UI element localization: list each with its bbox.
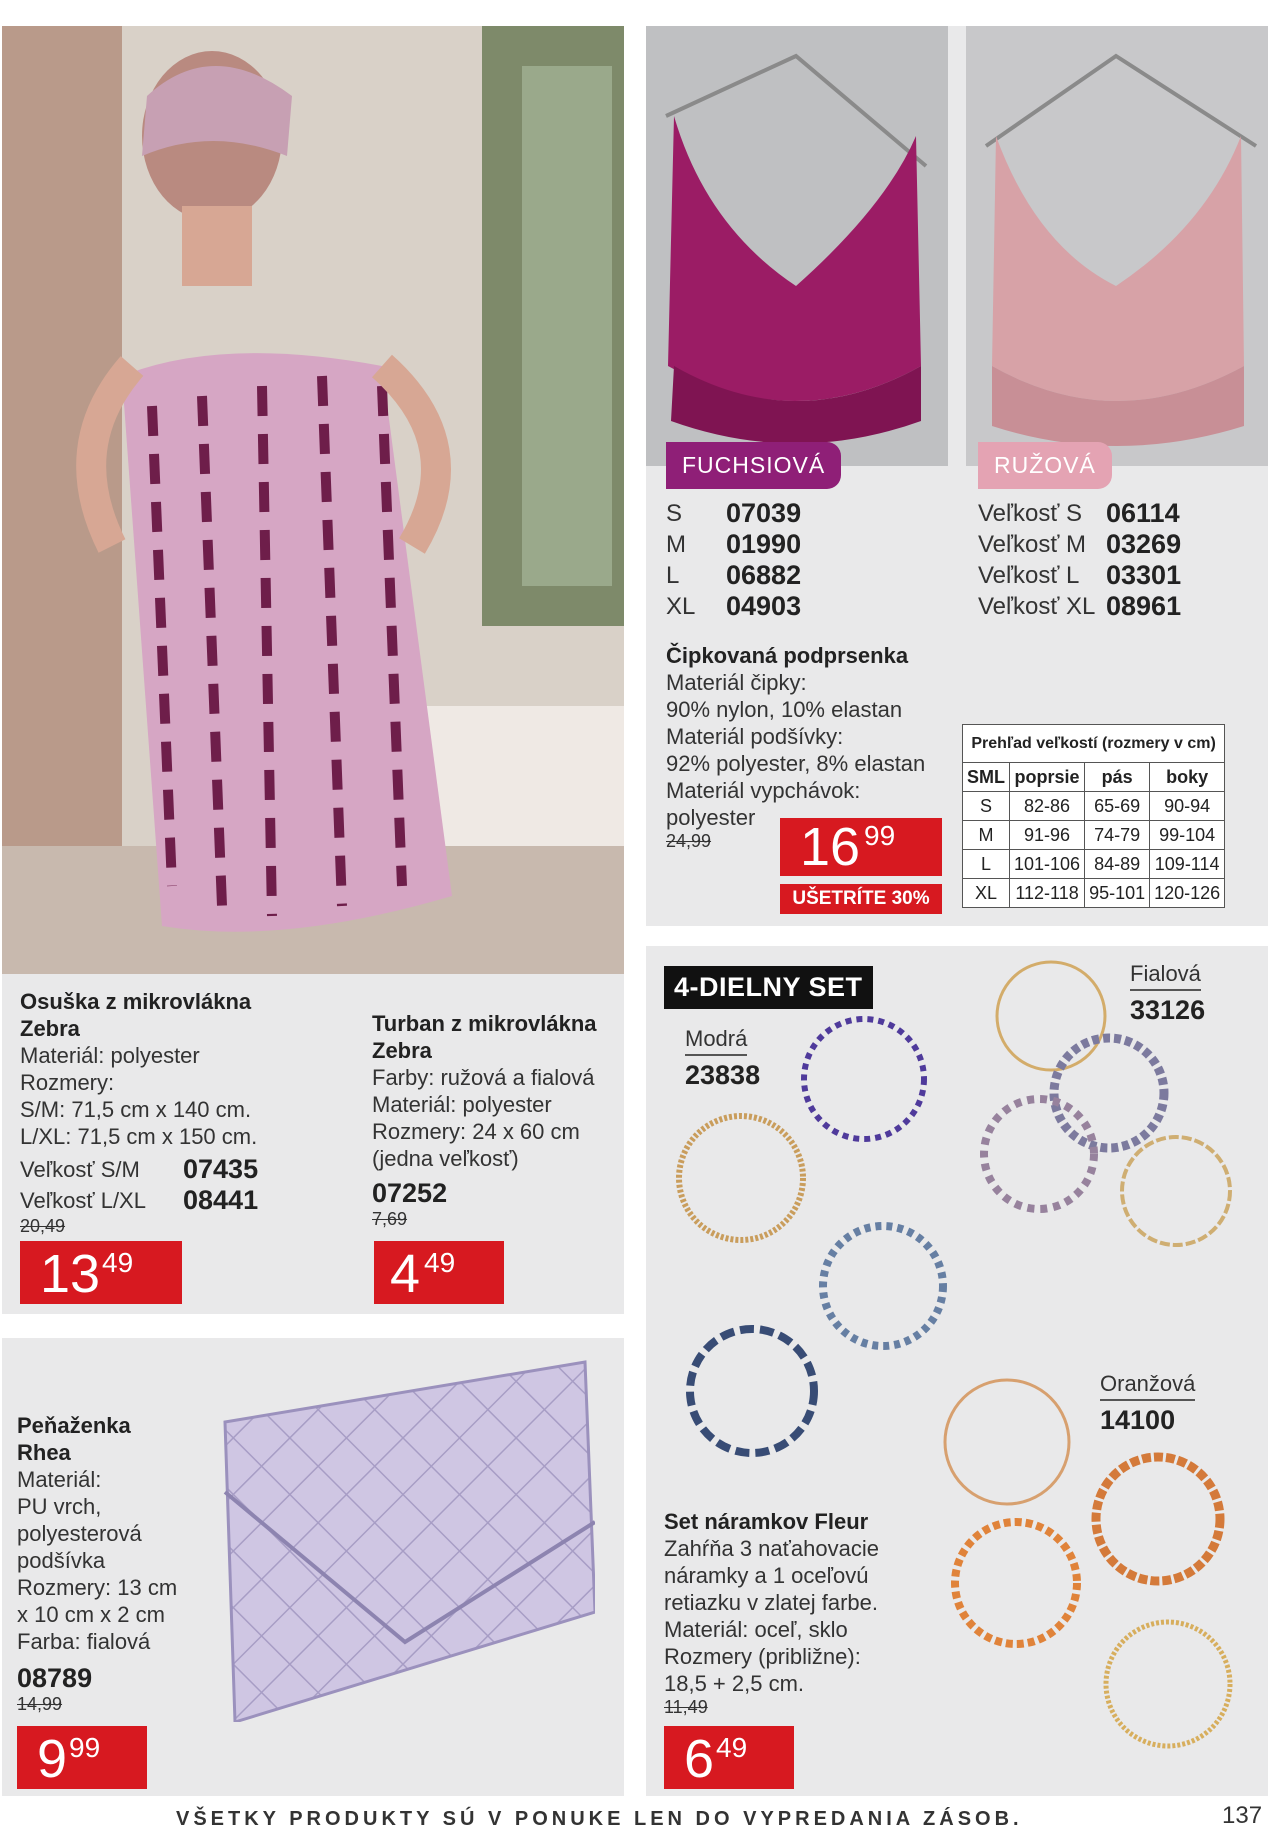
towel-info bbox=[20, 988, 300, 1237]
size-chart-cell: 84-89 bbox=[1085, 850, 1150, 879]
bracelets-price-main: 6 bbox=[684, 1729, 715, 1789]
set-badge: 4-DIELNY SET bbox=[664, 966, 873, 1009]
size-chart bbox=[962, 724, 1225, 908]
towel-size-code: 07435 bbox=[183, 1154, 259, 1184]
size-chart-row bbox=[963, 850, 1225, 879]
bra-size-code: 01990 bbox=[726, 529, 802, 559]
turban-size-note: (jedna veľkosť) bbox=[372, 1146, 519, 1171]
variant-name: Oranžová bbox=[1100, 1370, 1195, 1401]
bra-size-code: 03301 bbox=[1106, 560, 1182, 590]
bra-savings-badge: UŠETRÍTE 30% bbox=[780, 884, 942, 914]
wallet-price-main: 9 bbox=[37, 1729, 68, 1789]
wallet-price-tag bbox=[17, 1726, 147, 1789]
bra-size-label: Veľkosť L bbox=[978, 562, 1080, 589]
size-chart-header: SML bbox=[963, 763, 1010, 792]
bra-price-tag bbox=[780, 818, 942, 876]
size-chart-cell: L bbox=[963, 850, 1010, 879]
bra-detail: Materiál čipky: bbox=[666, 670, 807, 695]
towel-dims-lxl: L/XL: 71,5 cm x 150 cm. bbox=[20, 1124, 258, 1149]
towel-size-label: Veľkosť S/M bbox=[20, 1157, 140, 1182]
wallet-title-2: Rhea bbox=[17, 1440, 71, 1465]
bra-old-price: 24,99 bbox=[666, 831, 712, 851]
bra-detail: 90% nylon, 10% elastan bbox=[666, 697, 903, 722]
wallet-detail: podšívka bbox=[17, 1548, 106, 1573]
bra-fuchsia-sizes bbox=[666, 498, 801, 622]
size-chart-cell: 90-94 bbox=[1150, 792, 1225, 821]
size-chart-row bbox=[963, 879, 1225, 908]
bra-size-label: Veľkosť XL bbox=[978, 593, 1096, 620]
size-chart-row bbox=[963, 792, 1225, 821]
wallet-detail: Materiál: bbox=[17, 1467, 102, 1492]
turban-price-main: 4 bbox=[390, 1244, 421, 1304]
color-chip-pink: RUŽOVÁ bbox=[978, 442, 1112, 489]
bracelets-info bbox=[664, 1508, 944, 1718]
size-chart-header: boky bbox=[1150, 763, 1225, 792]
bra-price-main: 16 bbox=[800, 817, 861, 877]
turban-colors: Farby: ružová a fialová bbox=[372, 1065, 595, 1090]
wallet-detail: Rozmery: 13 cm bbox=[17, 1575, 178, 1600]
bracelets-detail: náramky a 1 oceľovú bbox=[664, 1563, 869, 1588]
variant-orange bbox=[1100, 1370, 1250, 1436]
towel-price-cents: 49 bbox=[102, 1247, 134, 1278]
turban-title: Turban z mikrovlákna Zebra bbox=[372, 1011, 597, 1063]
bracelets-detail: Zahŕňa 3 naťahovacie bbox=[664, 1536, 879, 1561]
variant-code: 33126 bbox=[1130, 995, 1206, 1025]
size-chart-cell: 109-114 bbox=[1150, 850, 1225, 879]
towel-material: Materiál: polyester bbox=[20, 1043, 200, 1068]
turban-dims: Rozmery: 24 x 60 cm bbox=[372, 1119, 580, 1144]
bra-detail: 92% polyester, 8% elastan bbox=[666, 751, 926, 776]
towel-size-label: Veľkosť L/XL bbox=[20, 1188, 146, 1213]
size-chart-header: pás bbox=[1085, 763, 1150, 792]
wallet-old-price: 14,99 bbox=[17, 1694, 63, 1714]
bra-size-label: Veľkosť M bbox=[978, 531, 1087, 558]
bracelets-title: Set náramkov Fleur bbox=[664, 1509, 869, 1534]
wallet-code: 08789 bbox=[17, 1663, 93, 1693]
turban-price-cents: 49 bbox=[424, 1247, 456, 1278]
size-chart-cell: 99-104 bbox=[1150, 821, 1225, 850]
size-chart-caption: Prehľad veľkostí (rozmery v cm) bbox=[963, 725, 1225, 763]
size-chart-cell: 120-126 bbox=[1150, 879, 1225, 908]
wallet-detail: polyesterová bbox=[17, 1521, 142, 1546]
towel-dims-label: Rozmery: bbox=[20, 1070, 115, 1095]
size-chart-cell: 112-118 bbox=[1010, 879, 1085, 908]
variant-name: Modrá bbox=[685, 1025, 747, 1056]
bra-size-label: XL bbox=[666, 593, 696, 620]
page-number: 137 bbox=[1222, 1802, 1263, 1829]
color-chip-fuchsia: FUCHSIOVÁ bbox=[666, 442, 841, 489]
bra-size-code: 06882 bbox=[726, 560, 802, 590]
size-chart-cell: 91-96 bbox=[1010, 821, 1085, 850]
wallet-detail: PU vrch, bbox=[17, 1494, 102, 1519]
variant-blue bbox=[685, 1025, 795, 1091]
towel-title: Osuška z mikrovlákna Zebra bbox=[20, 989, 252, 1041]
wallet-photo bbox=[205, 1352, 595, 1722]
size-chart-cell: 95-101 bbox=[1085, 879, 1150, 908]
wallet-detail: Farba: fialová bbox=[17, 1629, 151, 1654]
turban-info bbox=[372, 1010, 622, 1230]
wallet-detail: x 10 cm x 2 cm bbox=[17, 1602, 165, 1627]
turban-code: 07252 bbox=[372, 1178, 448, 1208]
bracelets-detail: 18,5 + 2,5 cm. bbox=[664, 1671, 805, 1696]
bra-size-label: L bbox=[666, 562, 680, 589]
bra-fuchsia-photo bbox=[646, 26, 948, 466]
variant-purple bbox=[1130, 960, 1240, 1026]
turban-price-tag bbox=[374, 1241, 504, 1304]
size-chart-cell: 74-79 bbox=[1085, 821, 1150, 850]
size-chart-cell: 101-106 bbox=[1010, 850, 1085, 879]
bracelets-detail: Materiál: oceľ, sklo bbox=[664, 1617, 848, 1642]
size-chart-cell: 82-86 bbox=[1010, 792, 1085, 821]
bracelets-old-price: 11,49 bbox=[664, 1697, 708, 1717]
bra-price-cents: 99 bbox=[864, 820, 896, 851]
bra-title: Čipkovaná podprsenka bbox=[666, 643, 909, 668]
bra-size-code: 08961 bbox=[1106, 591, 1182, 621]
wallet-title: Peňaženka bbox=[17, 1413, 131, 1438]
towel-price-tag bbox=[20, 1241, 182, 1304]
size-chart-cell: 65-69 bbox=[1085, 792, 1150, 821]
bra-pink-photo bbox=[966, 26, 1268, 466]
bra-size-label: S bbox=[666, 500, 683, 527]
bra-size-code: 07039 bbox=[726, 498, 802, 528]
bracelets-detail: Rozmery (približne): bbox=[664, 1644, 861, 1669]
size-chart-cell: M bbox=[963, 821, 1010, 850]
turban-material: Materiál: polyester bbox=[372, 1092, 552, 1117]
towel-dims-sm: S/M: 71,5 cm x 140 cm. bbox=[20, 1097, 252, 1122]
towel-size-code: 08441 bbox=[183, 1185, 259, 1215]
towel-price-main: 13 bbox=[40, 1244, 101, 1304]
bra-size-label: M bbox=[666, 531, 686, 558]
bracelets-price-tag bbox=[664, 1726, 794, 1789]
size-chart-header: poprsie bbox=[1010, 763, 1085, 792]
wallet-price-cents: 99 bbox=[69, 1732, 101, 1763]
bra-size-label: Veľkosť S bbox=[978, 500, 1083, 527]
bra-size-code: 04903 bbox=[726, 591, 802, 621]
variant-code: 23838 bbox=[685, 1060, 761, 1090]
turban-old-price: 7,69 bbox=[372, 1209, 408, 1229]
bracelets-price-cents: 49 bbox=[716, 1732, 748, 1763]
size-chart-cell: XL bbox=[963, 879, 1010, 908]
bra-size-code: 06114 bbox=[1106, 498, 1180, 528]
size-chart-row bbox=[963, 821, 1225, 850]
bra-detail: Materiál podšívky: bbox=[666, 724, 844, 749]
towel-photo bbox=[2, 26, 624, 974]
wallet-info bbox=[17, 1412, 207, 1715]
bra-detail: Materiál vypchávok: bbox=[666, 778, 861, 803]
bra-size-code: 03269 bbox=[1106, 529, 1182, 559]
size-chart-cell: S bbox=[963, 792, 1010, 821]
variant-code: 14100 bbox=[1100, 1405, 1176, 1435]
footer-notice: VŠETKY PRODUKTY SÚ V PONUKE LEN DO VYPREDANIA ZÁSOB. bbox=[176, 1808, 1023, 1830]
towel-old-price: 20,49 bbox=[20, 1216, 66, 1236]
bra-detail: polyester bbox=[666, 805, 756, 830]
variant-name: Fialová bbox=[1130, 960, 1201, 991]
bra-pink-sizes bbox=[978, 498, 1181, 622]
bracelets-detail: retiazku v zlatej farbe. bbox=[664, 1590, 878, 1615]
